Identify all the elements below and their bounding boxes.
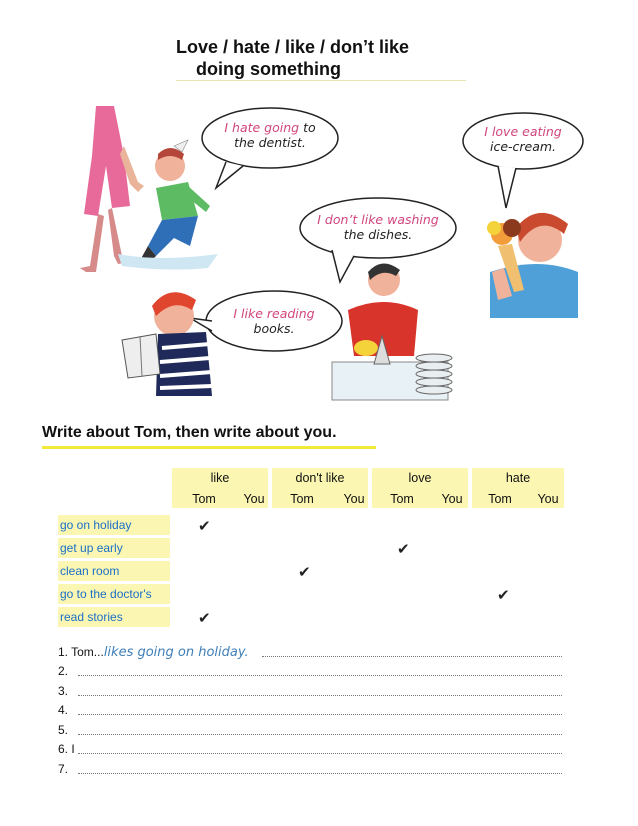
boy-reading-figure xyxy=(122,292,212,396)
group-header-hate: hate xyxy=(505,471,531,485)
answer-line-6[interactable] xyxy=(78,753,562,754)
bubble-love-highlight: I love eating xyxy=(484,124,562,139)
woman-and-child-figure xyxy=(80,106,218,272)
exercise-line-7 xyxy=(58,759,68,779)
check-mark-icon: ✔ xyxy=(198,517,211,535)
bubble-text-love xyxy=(463,124,583,154)
bubble-hate-line2: the dentist. xyxy=(234,135,306,150)
subheader-dont-like-you: You xyxy=(343,492,365,506)
answer-line-5[interactable] xyxy=(78,734,562,735)
group-header-love: love xyxy=(408,471,432,485)
title-underline xyxy=(176,80,466,81)
subheader-hate-tom: Tom xyxy=(488,492,512,506)
bubble-dont-line2: the dishes. xyxy=(343,227,413,242)
exercise-number-2: 2. xyxy=(58,664,69,678)
title-line-1: Love / hate / like / don’t like xyxy=(176,37,410,57)
man-washing-dishes-figure xyxy=(332,263,452,400)
subheader-love-you: You xyxy=(441,492,463,506)
bubble-like-line2: books. xyxy=(253,321,295,336)
exercise-line-4 xyxy=(58,700,68,720)
title-line-2: doing something xyxy=(196,59,341,79)
section-title: Write about Tom, then write about you. xyxy=(42,424,337,441)
check-mark-icon: ✔ xyxy=(298,563,311,581)
subheader-hate-you: You xyxy=(537,492,559,506)
bubble-text-hate xyxy=(205,120,335,150)
exercise-number-3: 3. xyxy=(58,684,69,698)
answer-line-7[interactable] xyxy=(78,773,562,774)
answer-line-3[interactable] xyxy=(78,695,562,696)
group-header-dont-like: don't like xyxy=(295,471,345,485)
subheader-dont-like-tom: Tom xyxy=(290,492,314,506)
exercise-line-5 xyxy=(58,720,68,740)
bubble-love-line2: ice-cream. xyxy=(489,139,557,154)
exercise-line-1 xyxy=(58,642,249,662)
check-mark-icon: ✔ xyxy=(497,586,510,604)
exercise-line-6 xyxy=(58,739,75,759)
subheader-love-tom: Tom xyxy=(390,492,414,506)
exercise-number-6: 6. I xyxy=(58,742,75,756)
example-dots: ... xyxy=(93,645,104,659)
page-title xyxy=(176,36,409,80)
exercise-number-5: 5. xyxy=(58,723,69,737)
exercise-number-7: 7. xyxy=(58,762,69,776)
answer-line-4[interactable] xyxy=(78,714,562,715)
man-eating-ice-cream-figure xyxy=(487,213,578,318)
example-answer: likes going on holiday. xyxy=(103,645,249,660)
exercise-number-1: 1. Tom xyxy=(58,645,94,659)
bubble-text-dont-like xyxy=(302,212,454,242)
exercise-line-3 xyxy=(58,681,68,701)
bubble-hate-rest: to xyxy=(299,120,316,135)
row-label-get-up-early: get up early xyxy=(58,538,170,558)
row-label-go-to-the-doctors: go to the doctor's xyxy=(58,584,170,604)
check-mark-icon: ✔ xyxy=(397,540,410,558)
section-underline xyxy=(42,446,376,449)
answer-line-2[interactable] xyxy=(78,675,562,676)
subheader-like-tom: Tom xyxy=(192,492,216,506)
row-label-go-on-holiday: go on holiday xyxy=(58,515,170,535)
answer-line-1[interactable] xyxy=(262,656,562,657)
bubble-text-like xyxy=(212,306,336,336)
row-label-clean-room: clean room xyxy=(58,561,170,581)
bubble-hate-highlight: I hate going xyxy=(224,120,300,135)
exercise-line-2 xyxy=(58,661,68,681)
bubble-dont-highlight: I don’t like washing xyxy=(317,212,439,227)
row-label-read-stories: read stories xyxy=(58,607,170,627)
exercise-number-4: 4. xyxy=(58,703,69,717)
check-mark-icon: ✔ xyxy=(198,609,211,627)
bubble-like-highlight: I like reading xyxy=(233,306,315,321)
group-header-like: like xyxy=(210,471,230,485)
subheader-like-you: You xyxy=(243,492,265,506)
